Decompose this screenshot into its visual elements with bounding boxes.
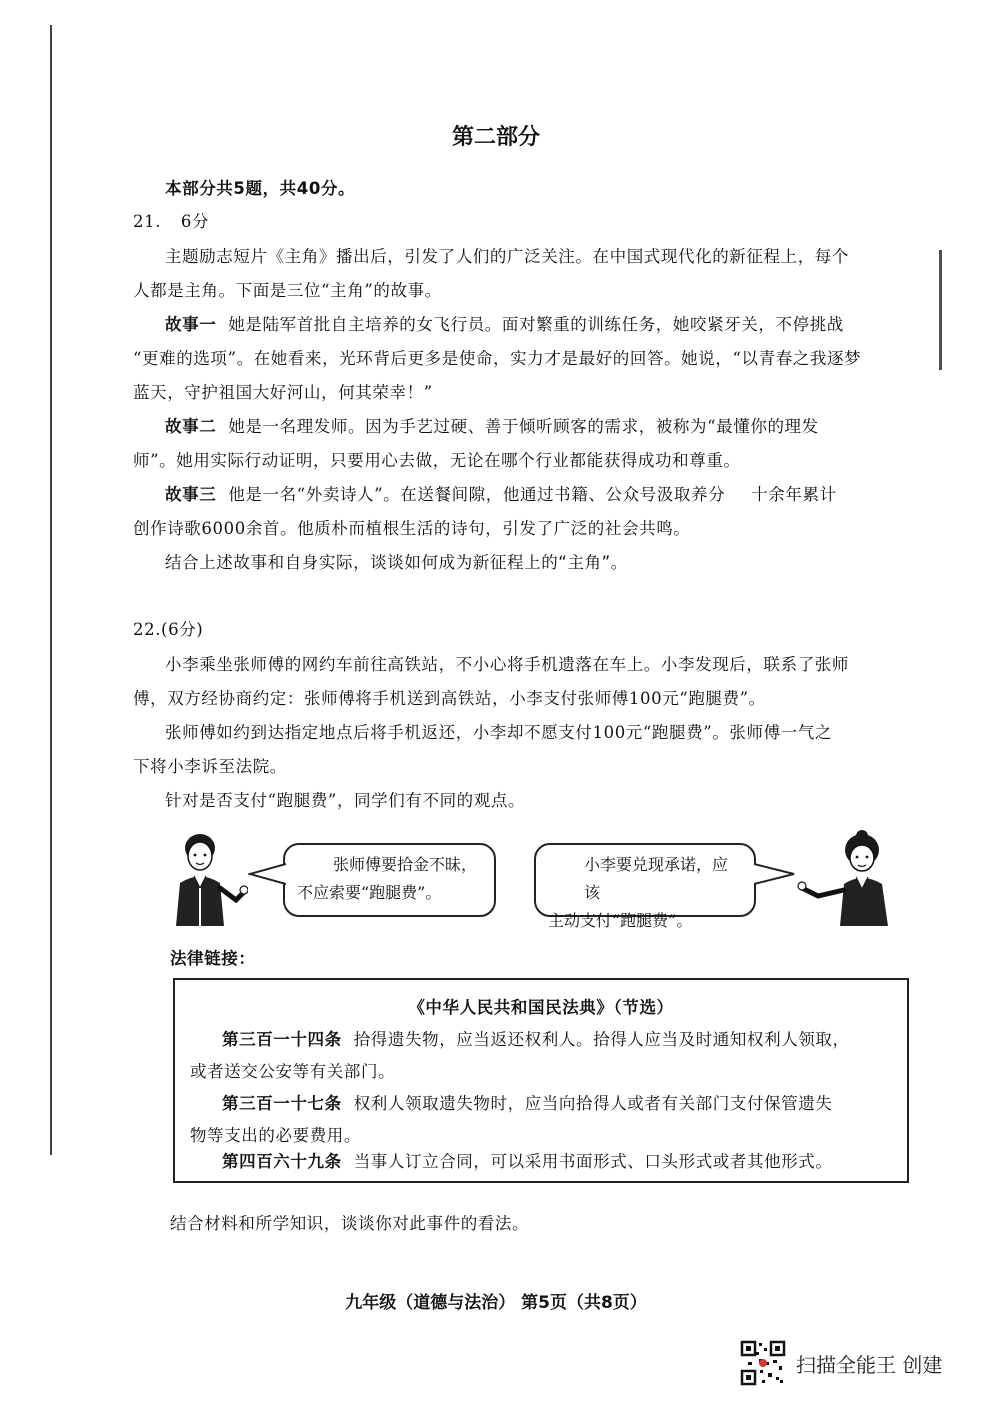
bubble-left-line: 不应索要“跑腿费”。: [297, 883, 442, 902]
q22-paragraph-line: 下将小李诉至法院。: [133, 757, 287, 776]
q21-story2-line: 师”。她用实际行动证明，只要用心去做，无论在哪个行业都能获得成功和尊重。: [133, 451, 741, 470]
section-title: 第二部分: [451, 125, 540, 150]
boy-student-icon: [168, 828, 248, 926]
q21-header: [133, 208, 209, 232]
bubble-right-line: 小李要兑现承诺，应该: [584, 855, 729, 902]
q22-paragraph-line: 张师傅如约到达指定地点后将手机返还，小李却不愿支付100元“跑腿费”。张师傅一气之: [165, 723, 832, 742]
story3-label: 故事三: [165, 485, 217, 504]
article-314-label: 第三百一十四条: [222, 1030, 342, 1049]
story2-text: 她是一名理发师。因为手艺过硬、善于倾听顾客的需求，被称为“最懂你的理发: [228, 417, 819, 436]
page-footer: 九年级（道德与法治） 第5页（共8页）: [345, 1293, 647, 1313]
article-469-label: 第四百六十九条: [222, 1152, 342, 1171]
q21-story3-line: [165, 481, 837, 505]
q21-paragraph-line: 人都是主角。下面是三位“主角”的故事。: [133, 281, 442, 300]
scanner-watermark: [740, 1340, 942, 1386]
story1-label: 故事一: [165, 315, 217, 334]
q21-question: 结合上述故事和自身实际，谈谈如何成为新征程上的“主角”。: [165, 553, 628, 572]
q22-header: [133, 616, 203, 640]
law-article-line: 物等支出的必要费用。: [190, 1126, 361, 1145]
law-article-line: [222, 1090, 833, 1114]
story1-text: 她是陆军首批自主培养的女飞行员。面对繁重的训练任务，她咬紧牙关，不停挑战: [228, 315, 844, 334]
binding-line: [50, 25, 52, 1155]
q21-story2-line: [165, 413, 819, 437]
story2-label: 故事二: [165, 417, 217, 436]
section-intro: 本部分共5题，共40分。: [165, 179, 356, 198]
article-469-text: 当事人订立合同，可以采用书面形式、口头形式或者其他形式。: [353, 1152, 833, 1171]
qr-code-icon: [740, 1340, 786, 1386]
q22-number: 22.: [133, 620, 162, 639]
q21-story3-line: 创作诗歌6000余首。他质朴而植根生活的诗句，引发了广泛的社会共鸣。: [133, 519, 691, 538]
law-article-line: 或者送交公安等有关部门。: [190, 1062, 396, 1081]
bubble-right-tail: [754, 862, 796, 886]
bubble-left-line: 张师傅要拾金不昧，: [333, 855, 478, 874]
law-excerpt-box: [173, 978, 909, 1183]
article-317-label: 第三百一十七条: [222, 1094, 342, 1113]
article-317-text: 权利人领取遗失物时，应当向拾得人或者有关部门支付保管遗失: [353, 1094, 833, 1113]
q21-paragraph-line: 主题励志短片《主角》播出后，引发了人们的广泛关注。在中国式现代化的新征程上，每个: [165, 247, 849, 266]
scan-edge-mark: [939, 250, 942, 370]
story3-text: 他是一名“外卖诗人”。在送餐间隙，他通过书籍、公众号汲取养分: [228, 485, 726, 504]
law-title: 《中华人民共和国民法典》（节选）: [408, 998, 674, 1017]
q21-points: 6分: [180, 212, 210, 231]
q21-number: 21.: [133, 212, 162, 231]
q22-points: (6分): [161, 620, 204, 639]
q22-paragraph-line: 傅，双方经协商约定：张师傅将手机送到高铁站，小李支付张师傅100元“跑腿费”。: [133, 689, 766, 708]
q22-paragraph-line: 针对是否支付“跑腿费”，同学们有不同的观点。: [165, 791, 526, 810]
girl-student-icon: [796, 828, 900, 926]
law-article-line: [222, 1026, 850, 1050]
right-speech-bubble: [534, 843, 756, 930]
story3-text-cont: 十余年累计: [751, 485, 837, 504]
bubble-right-line: 主动支付“跑腿费”。: [548, 911, 693, 930]
q21-story1-line: [165, 311, 844, 335]
q21-story1-line: “更难的选项”。在她看来，光环背后更多是使命，实力才是最好的回答。她说，“以青春之我逐梦: [133, 349, 862, 368]
q22-question: 结合材料和所学知识，谈谈你对此事件的看法。: [170, 1214, 530, 1233]
left-speech-bubble: [283, 843, 496, 917]
q22-paragraph-line: 小李乘坐张师傅的网约车前往高铁站，不小心将手机遗落在车上。小李发现后，联系了张师: [165, 655, 849, 674]
bubble-left-tail: [248, 862, 286, 886]
q21-story1-line: 蓝天，守护祖国大好河山，何其荣幸！”: [133, 383, 433, 402]
law-link-label: 法律链接：: [170, 949, 256, 968]
watermark-text: 扫描全能王 创建: [796, 1352, 943, 1377]
law-article-line: [222, 1148, 833, 1172]
article-314-text: 拾得遗失物，应当返还权利人。拾得人应当及时通知权利人领取，: [353, 1030, 850, 1049]
